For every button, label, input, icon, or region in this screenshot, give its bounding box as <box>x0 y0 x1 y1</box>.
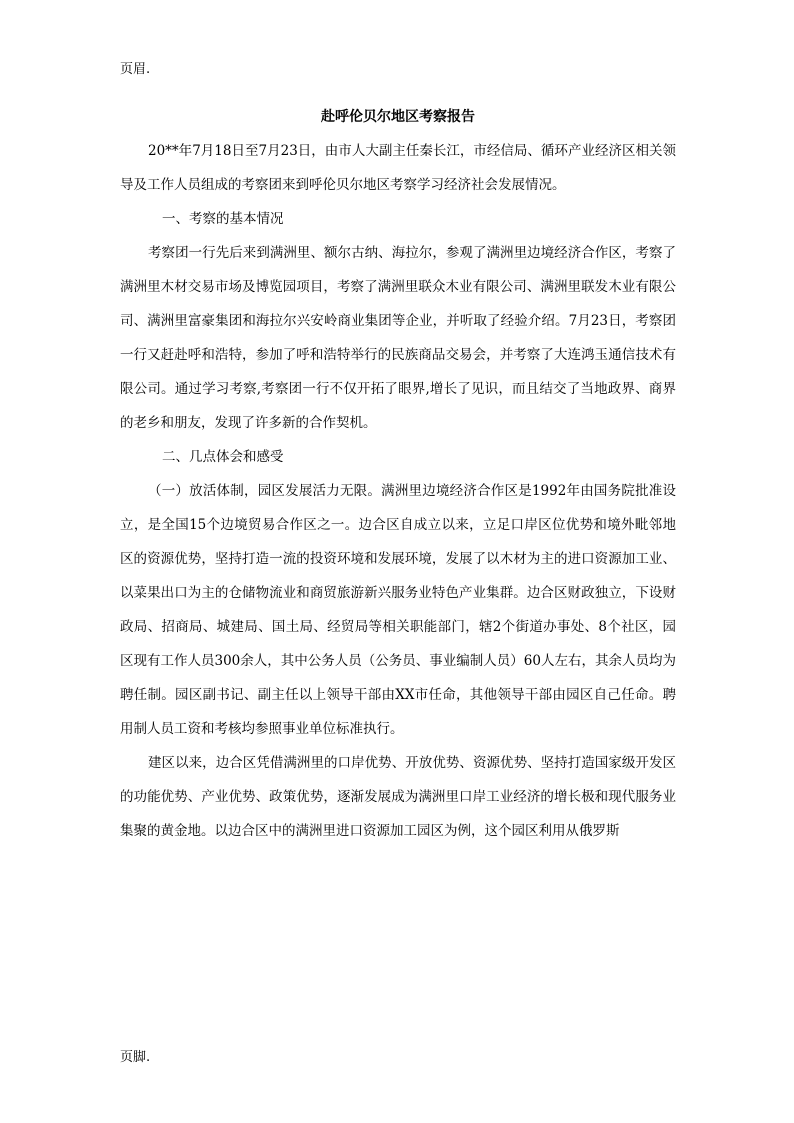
document-title: 赴呼伦贝尔地区考察报告 <box>321 109 475 125</box>
page-header: 页眉. <box>120 62 151 77</box>
section-heading-1: 一、考察的基本情况 <box>162 211 284 227</box>
document-body <box>120 100 676 848</box>
page-footer: 页脚. <box>120 1050 151 1065</box>
section-heading-2: 二、几点体会和感受 <box>162 449 284 465</box>
paragraph-basic-situation: 考察团一行先后来到满洲里、额尔古纳、海拉尔，参观了满洲里边境经济合作区，考察了满洲里木材交易市场及博览园项目，考察了满洲里联众木业有限公司、满洲里联发木业有限公司、满洲里富豪集团和海拉尔兴安岭商业集团等企业，并听取了经验介绍。7月23日，考察团一行又赶赴呼和浩特，参加了呼和浩特举行的民族商品交易会，并考察了大连鸿玉通信技术有限公司。通过学习考察,考察团一行不仅开拓了眼界,增长了见识，而且结交了当地政界、商界的老乡和朋友，发现了许多新的合作契机。 <box>120 245 676 431</box>
paragraph-development: 建区以来，边合区凭借满洲里的口岸优势、开放优势、资源优势、坚持打造国家级开发区的功能优势、产业优势、政策优势，逐渐发展成为满洲里口岸工业经济的增长极和现代服务业集聚的黄金地。以边合区中的满洲里进口资源加工园区为例，这个园区利用从俄罗斯 <box>120 755 676 839</box>
paragraph-intro: 20**年7月18日至7月23日，由市人大副主任秦长江，市经信局、循环产业经济区相关领导及工作人员组成的考察团来到呼伦贝尔地区考察学习经济社会发展情况。 <box>120 143 676 193</box>
paragraph-system: （一）放活体制，园区发展活力无限。满洲里边境经济合作区是1992年由国务院批准设立，是全国15个边境贸易合作区之一。边合区自成立以来，立足口岸区位优势和境外毗邻地区的资源优势，坚持打造一流的投资环境和发展环境，发展了以木材为主的进口资源加工业、以菜果出口为主的仓储物流业和商贸旅游新兴服务业特色产业集群。边合区财政独立，下设财政局、招商局、城建局、国土局、经贸局等相关职能部门，辖2个街道办事处、8个社区，园区现有工作人员300余人，其中公务人员（公务员、事业编制人员）60人左右，其余人员均为聘任制。园区副书记、副主任以上领导干部由XX市任命，其他领导干部由园区自己任命。聘用制人员工资和考核均参照事业单位标准执行。 <box>120 483 676 737</box>
